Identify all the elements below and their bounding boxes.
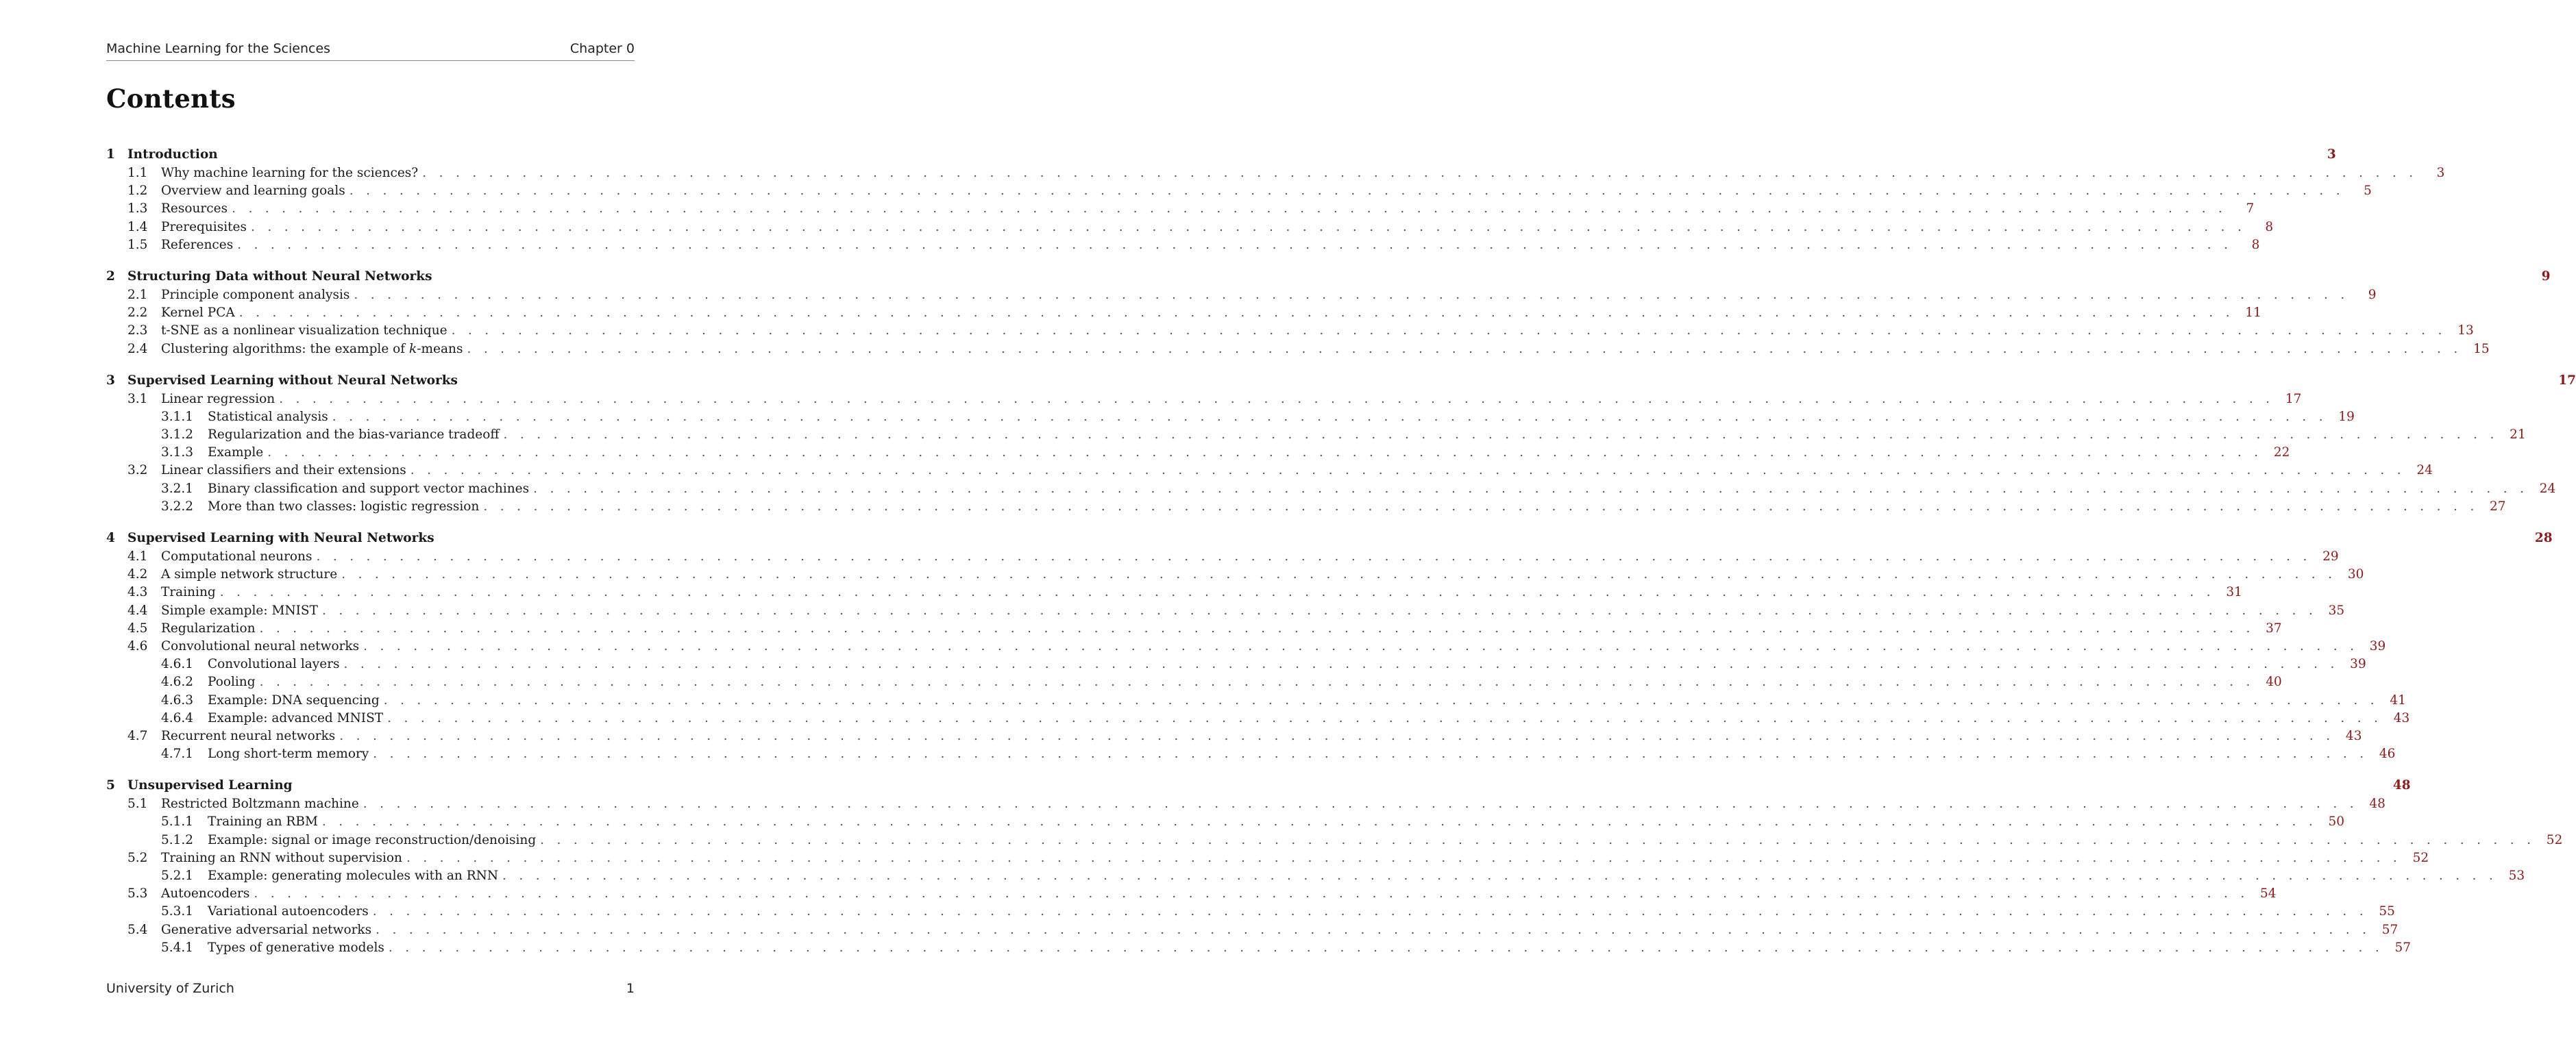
entry-number: 1.5 <box>127 237 148 252</box>
entry-page-link[interactable]: 24 <box>2539 481 2556 496</box>
entry-page-link[interactable]: 17 <box>2558 373 2576 388</box>
dot-leader <box>437 267 2523 286</box>
entry-title: Training <box>161 585 216 600</box>
entry-page-link[interactable]: 29 <box>2322 549 2339 564</box>
running-header <box>106 41 635 61</box>
toc-section-entry[interactable] <box>106 286 2377 304</box>
page-number: 1 <box>626 981 635 996</box>
entry-page-link[interactable]: 48 <box>2369 797 2385 812</box>
entry-title: Training an RNN without supervision <box>161 850 402 865</box>
entry-title: Kernel PCA <box>161 306 235 321</box>
toc-section-entry[interactable] <box>106 182 2372 200</box>
toc-section-entry[interactable] <box>106 638 2386 656</box>
entry-title: Convolutional layers <box>208 657 340 672</box>
dot-leader: . . . . . . . . . . . . . . . . . . . . . . . . . . . . . . . . . . . . . . . . . . . . . . . . . . . . . . . . . . . . . . . . . . . . . . . . . . . . . . . . . . . . . . . . . . . . . . . . . . . . . . . . . . . . . . . . . . . . . . . . <box>259 621 2255 636</box>
toc-chapter <box>106 529 2553 763</box>
entry-title: Generative adversarial networks <box>161 922 372 937</box>
entry-number: 5.3.1 <box>161 904 194 919</box>
toc-subsection-entry[interactable] <box>106 903 2395 921</box>
entry-title: Linear regression <box>161 391 275 406</box>
entry-number: 3.1.3 <box>161 445 194 460</box>
entry-number: 3.1.1 <box>161 409 194 424</box>
toc-subsection-entry[interactable] <box>106 426 2526 444</box>
entry-title: References <box>161 237 234 252</box>
dot-leader: . . . . . . . . . . . . . . . . . . . . . . . . . . . . . . . . . . . . . . . . . . . . . . . . . . . . . . . . . . . . . . . . . . . . . . . . . . . . . . . . . . . . . . . . . . . . . . . . . . . . . . . . . . . . . . . . . . . . . . . . <box>483 499 2479 514</box>
dot-leader <box>462 371 2549 390</box>
toc-subsection-entry[interactable] <box>106 832 2563 849</box>
toc-subsection-entry[interactable] <box>106 710 2410 727</box>
dot-leader: . . . . . . . . . . . . . . . . . . . . . . . . . . . . . . . . . . . . . . . . . . . . . . . . . . . . . . . . . . . . . . . . . . . . . . . . . . . . . . . . . . . . . . . . . . . . . . . . . . . . . . . . . . . . . . . . . . . . . . . . <box>387 710 2383 725</box>
dot-leader: . . . . . . . . . . . . . . . . . . . . . . . . . . . . . . . . . . . . . . . . . . . . . . . . . . . . . . . . . . . . . . . . . . . . . . . . . . . . . . . . . . . . . . . . . . . . . . . . . . . . . . . . . . . . . . . . . . . . . . . . <box>267 445 2263 460</box>
dot-leader: . . . . . . . . . . . . . . . . . . . . . . . . . . . . . . . . . . . . . . . . . . . . . . . . . . . . . . . . . . . . . . . . . . . . . . . . . . . . . . . . . . . . . . . . . . . . . . . . . . . . . . . . . . . . . . . . . . . . . . . . <box>467 341 2462 356</box>
entry-number: 4.6.1 <box>161 657 194 672</box>
dot-leader: . . . . . . . . . . . . . . . . . . . . . . . . . . . . . . . . . . . . . . . . . . . . . . . . . . . . . . . . . . . . . . . . . . . . . . . . . . . . . . . . . . . . . . . . . . . . . . . . . . . . . . . . . . . . . . . . . . . . . . . . <box>321 814 2318 830</box>
entry-page-link[interactable]: 48 <box>2392 778 2411 793</box>
dot-leader: . . . . . . . . . . . . . . . . . . . . . . . . . . . . . . . . . . . . . . . . . . . . . . . . . . . . . . . . . . . . . . . . . . . . . . . . . . . . . . . . . . . . . . . . . . . . . . . . . . . . . . . . . . . . . . . . . . . . . . . . <box>343 657 2339 672</box>
entry-page-link[interactable]: 7 <box>2246 201 2255 216</box>
entry-number: 4.6.2 <box>161 675 194 690</box>
toc-subsection-entry[interactable] <box>106 673 2282 691</box>
toc-chapter <box>106 776 2563 957</box>
entry-title: Binary classification and support vector machines <box>208 481 530 496</box>
entry-number: 4.1 <box>127 549 148 564</box>
entry-title: Why machine learning for the sciences? <box>161 166 419 180</box>
chapter-label: Chapter 0 <box>569 41 635 56</box>
toc-section-entry[interactable] <box>106 390 2302 408</box>
toc-subsection-entry[interactable] <box>106 408 2355 426</box>
dot-leader: . . . . . . . . . . . . . . . . . . . . . . . . . . . . . . . . . . . . . . . . . . . . . . . . . . . . . . . . . . . . . . . . . . . . . . . . . . . . . . . . . . . . . . . . . . . . . . . . . . . . . . . . . . . . . . . . . . . . . . . . <box>354 287 2349 302</box>
dot-leader: . . . . . . . . . . . . . . . . . . . . . . . . . . . . . . . . . . . . . . . . . . . . . . . . . . . . . . . . . . . . . . . . . . . . . . . . . . . . . . . . . . . . . . . . . . . . . . . . . . . . . . . . . . . . . . . . . . . . . . . . <box>316 549 2311 564</box>
entry-page-link[interactable]: 8 <box>2251 237 2260 252</box>
entry-page-link[interactable]: 52 <box>2546 832 2563 847</box>
entry-title: Unsupervised Learning <box>127 778 293 793</box>
entry-title: Linear classifiers and their extensions <box>161 463 406 478</box>
entry-title: Statistical analysis <box>208 409 328 424</box>
entry-page-link[interactable]: 3 <box>2436 166 2445 180</box>
entry-page-link[interactable]: 21 <box>2510 427 2526 443</box>
entry-number: 3.1.2 <box>161 427 194 443</box>
entry-number: 1 <box>106 147 115 162</box>
dot-leader: . . . . . . . . . . . . . . . . . . . . . . . . . . . . . . . . . . . . . . . . . . . . . . . . . . . . . . . . . . . . . . . . . . . . . . . . . . . . . . . . . . . . . . . . . . . . . . . . . . . . . . . . . . . . . . . . . . . . . . . . <box>533 481 2529 496</box>
dot-leader: . . . . . . . . . . . . . . . . . . . . . . . . . . . . . . . . . . . . . . . . . . . . . . . . . . . . . . . . . . . . . . . . . . . . . . . . . . . . . . . . . . . . . . . . . . . . . . . . . . . . . . . . . . . . . . . . . . . . . . . . <box>279 391 2274 406</box>
dot-leader <box>222 145 2309 164</box>
entry-title: Example: DNA sequencing <box>208 693 380 708</box>
entry-number: 4.2 <box>127 567 148 582</box>
toc-section-entry[interactable] <box>106 566 2364 584</box>
entry-title: Computational neurons <box>161 549 312 564</box>
dot-leader: . . . . . . . . . . . . . . . . . . . . . . . . . . . . . . . . . . . . . . . . . . . . . . . . . . . . . . . . . . . . . . . . . . . . . . . . . . . . . . . . . . . . . . . . . . . . . . . . . . . . . . . . . . . . . . . . . . . . . . . . <box>341 567 2337 582</box>
dot-leader: . . . . . . . . . . . . . . . . . . . . . . . . . . . . . . . . . . . . . . . . . . . . . . . . . . . . . . . . . . . . . . . . . . . . . . . . . . . . . . . . . . . . . . . . . . . . . . . . . . . . . . . . . . . . . . . . . . . . . . . . <box>503 427 2499 443</box>
entry-number: 5.4.1 <box>161 940 194 955</box>
entry-number: 4.6 <box>127 638 148 653</box>
dot-leader: . . . . . . . . . . . . . . . . . . . . . . . . . . . . . . . . . . . . . . . . . . . . . . . . . . . . . . . . . . . . . . . . . . . . . . . . . . . . . . . . . . . . . . . . . . . . . . . . . . . . . . . . . . . . . . . . . . . . . . . . <box>376 922 2371 937</box>
toc-chapter <box>106 371 2576 516</box>
entry-page-link[interactable]: 54 <box>2259 886 2277 901</box>
entry-page-link[interactable]: 43 <box>2345 728 2362 743</box>
entry-number: 5.1 <box>127 797 148 812</box>
entry-number: 5.3 <box>127 886 148 901</box>
toc-subsection-entry[interactable] <box>106 480 2556 498</box>
entry-page-link[interactable]: 57 <box>2381 922 2399 937</box>
entry-page-link[interactable]: 9 <box>2368 287 2377 302</box>
entry-page-link[interactable]: 43 <box>2393 710 2410 725</box>
entry-number: 5.2 <box>127 850 148 865</box>
entry-title: Overview and learning goals <box>161 184 345 199</box>
entry-title: t-SNE as a nonlinear visualization technique <box>161 323 447 338</box>
dot-leader: . . . . . . . . . . . . . . . . . . . . . . . . . . . . . . . . . . . . . . . . . . . . . . . . . . . . . . . . . . . . . . . . . . . . . . . . . . . . . . . . . . . . . . . . . . . . . . . . . . . . . . . . . . . . . . . . . . . . . . . . <box>388 940 2384 955</box>
entry-page-link[interactable]: 9 <box>2541 269 2551 284</box>
entry-title: Example: signal or image reconstruction/denoising <box>208 832 537 847</box>
entry-number: 3 <box>106 373 115 388</box>
entry-number: 2.3 <box>127 323 148 338</box>
entry-title: Structuring Data without Neural Networks <box>127 269 432 284</box>
entry-page-link[interactable]: 46 <box>2379 747 2396 762</box>
toc-chapter-heading[interactable] <box>106 145 2336 164</box>
toc-section-entry[interactable] <box>106 921 2399 939</box>
dot-leader: . . . . . . . . . . . . . . . . . . . . . . . . . . . . . . . . . . . . . . . . . . . . . . . . . . . . . . . . . . . . . . . . . . . . . . . . . . . . . . . . . . . . . . . . . . . . . . . . . . . . . . . . . . . . . . . . . . . . . . . . <box>502 869 2498 883</box>
entry-page-link[interactable]: 50 <box>2328 814 2345 830</box>
dot-leader: . . . . . . . . . . . . . . . . . . . . . . . . . . . . . . . . . . . . . . . . . . . . . . . . . . . . . . . . . . . . . . . . . . . . . . . . . . . . . . . . . . . . . . . . . . . . . . . . . . . . . . . . . . . . . . . . . . . . . . . . <box>237 237 2233 252</box>
entry-number: 5.1.1 <box>161 814 194 830</box>
entry-title: Introduction <box>127 147 218 162</box>
entry-title: Supervised Learning without Neural Networks <box>127 373 458 388</box>
toc-chapter-heading[interactable] <box>106 529 2553 548</box>
entry-title: Principle component analysis <box>161 287 350 302</box>
entry-number: 4.3 <box>127 585 148 600</box>
entry-number: 2.1 <box>127 287 148 302</box>
entry-title: Variational autoencoders <box>208 904 369 919</box>
entry-title: Autoencoders <box>161 886 250 901</box>
book-title: Machine Learning for the Sciences <box>106 41 331 56</box>
toc-section-entry[interactable] <box>106 727 2362 745</box>
entry-page-link[interactable]: 35 <box>2328 603 2345 618</box>
entry-page-link[interactable]: 52 <box>2412 850 2429 865</box>
entry-number: 1.4 <box>127 219 148 234</box>
page-title: Contents <box>106 84 236 114</box>
entry-page-link[interactable]: 17 <box>2285 391 2302 406</box>
entry-number: 1.1 <box>127 166 148 180</box>
dot-leader: . . . . . . . . . . . . . . . . . . . . . . . . . . . . . . . . . . . . . . . . . . . . . . . . . . . . . . . . . . . . . . . . . . . . . . . . . . . . . . . . . . . . . . . . . . . . . . . . . . . . . . . . . . . . . . . . . . . . . . . . <box>349 184 2344 199</box>
dot-leader: . . . . . . . . . . . . . . . . . . . . . . . . . . . . . . . . . . . . . . . . . . . . . . . . . . . . . . . . . . . . . . . . . . . . . . . . . . . . . . . . . . . . . . . . . . . . . . . . . . . . . . . . . . . . . . . . . . . . . . . . <box>372 904 2368 919</box>
entry-page-link[interactable]: 27 <box>2489 499 2506 514</box>
entry-title: Example: advanced MNIST <box>208 710 384 725</box>
entry-title: Regularization and the bias-variance tradeoff <box>208 427 500 443</box>
entry-number: 4 <box>106 531 115 545</box>
toc-chapter-heading[interactable] <box>106 371 2576 390</box>
entry-title: Recurrent neural networks <box>161 728 336 743</box>
toc-section-entry[interactable] <box>106 164 2445 182</box>
entry-page-link[interactable]: 11 <box>2245 306 2261 321</box>
toc-chapter-heading[interactable] <box>106 776 2411 795</box>
entry-number: 1.2 <box>127 184 148 199</box>
entry-number: 3.2.1 <box>161 481 194 496</box>
entry-number: 4.4 <box>127 603 148 618</box>
entry-title: Convolutional neural networks <box>161 638 360 653</box>
dot-leader: . . . . . . . . . . . . . . . . . . . . . . . . . . . . . . . . . . . . . . . . . . . . . . . . . . . . . . . . . . . . . . . . . . . . . . . . . . . . . . . . . . . . . . . . . . . . . . . . . . . . . . . . . . . . . . . . . . . . . . . . <box>339 728 2335 743</box>
toc-section-entry[interactable] <box>106 795 2385 813</box>
entry-title: Supervised Learning with Neural Networks <box>127 531 434 545</box>
dot-leader: . . . . . . . . . . . . . . . . . . . . . . . . . . . . . . . . . . . . . . . . . . . . . . . . . . . . . . . . . . . . . . . . . . . . . . . . . . . . . . . . . . . . . . . . . . . . . . . . . . . . . . . . . . . . . . . . . . . . . . . . <box>383 693 2379 708</box>
toc-section-entry[interactable] <box>106 849 2429 867</box>
toc-section-entry[interactable] <box>106 236 2260 254</box>
entry-number: 4.6.4 <box>161 710 194 725</box>
toc-subsection-entry[interactable] <box>106 692 2406 710</box>
entry-page-link[interactable]: 31 <box>2226 585 2242 600</box>
document-page <box>106 0 2576 1046</box>
entry-title: Example: generating molecules with an RNN <box>208 869 499 883</box>
entry-page-link[interactable]: 3 <box>2327 147 2336 162</box>
table-of-contents <box>106 145 2576 970</box>
dot-leader: . . . . . . . . . . . . . . . . . . . . . . . . . . . . . . . . . . . . . . . . . . . . . . . . . . . . . . . . . . . . . . . . . . . . . . . . . . . . . . . . . . . . . . . . . . . . . . . . . . . . . . . . . . . . . . . . . . . . . . . . <box>219 585 2215 600</box>
toc-chapter-heading[interactable] <box>106 267 2551 286</box>
entry-number: 4.7 <box>127 728 148 743</box>
entry-number: 5 <box>106 778 115 793</box>
toc-section-entry[interactable] <box>106 340 2490 358</box>
entry-page-link[interactable]: 37 <box>2266 621 2282 636</box>
toc-subsection-entry[interactable] <box>106 498 2506 516</box>
dot-leader: . . . . . . . . . . . . . . . . . . . . . . . . . . . . . . . . . . . . . . . . . . . . . . . . . . . . . . . . . . . . . . . . . . . . . . . . . . . . . . . . . . . . . . . . . . . . . . . . . . . . . . . . . . . . . . . . . . . . . . . . <box>254 886 2249 901</box>
entry-page-link[interactable]: 57 <box>2394 940 2412 955</box>
toc-section-entry[interactable] <box>106 304 2261 322</box>
entry-page-link[interactable]: 5 <box>2364 184 2372 199</box>
toc-chapter <box>106 267 2551 358</box>
entry-page-link[interactable]: 40 <box>2266 675 2282 690</box>
entry-page-link[interactable]: 39 <box>2369 638 2386 653</box>
entry-number: 4.5 <box>127 621 148 636</box>
entry-number: 4.7.1 <box>161 747 194 762</box>
dot-leader: . . . . . . . . . . . . . . . . . . . . . . . . . . . . . . . . . . . . . . . . . . . . . . . . . . . . . . . . . . . . . . . . . . . . . . . . . . . . . . . . . . . . . . . . . . . . . . . . . . . . . . . . . . . . . . . . . . . . . . . . <box>238 306 2234 321</box>
entry-page-link[interactable]: 55 <box>2379 904 2395 919</box>
toc-subsection-entry[interactable] <box>106 656 2366 673</box>
dot-leader <box>439 529 2525 548</box>
entry-number: 5.2.1 <box>161 869 194 883</box>
toc-section-entry[interactable] <box>106 620 2282 638</box>
toc-section-entry[interactable] <box>106 322 2474 340</box>
entry-title: Prerequisites <box>161 219 247 234</box>
dot-leader: . . . . . . . . . . . . . . . . . . . . . . . . . . . . . . . . . . . . . . . . . . . . . . . . . . . . . . . . . . . . . . . . . . . . . . . . . . . . . . . . . . . . . . . . . . . . . . . . . . . . . . . . . . . . . . . . . . . . . . . . <box>259 675 2255 690</box>
entry-number: 2.2 <box>127 306 148 321</box>
entry-title: Clustering algorithms: the example of k-means <box>161 341 463 356</box>
entry-title: Simple example: MNIST <box>161 603 318 618</box>
toc-subsection-entry[interactable] <box>106 444 2290 462</box>
dot-leader: . . . . . . . . . . . . . . . . . . . . . . . . . . . . . . . . . . . . . . . . . . . . . . . . . . . . . . . . . . . . . . . . . . . . . . . . . . . . . . . . . . . . . . . . . . . . . . . . . . . . . . . . . . . . . . . . . . . . . . . . <box>332 409 2327 424</box>
entry-page-link[interactable]: 41 <box>2390 693 2406 708</box>
entry-number: 2 <box>106 269 115 284</box>
dot-leader: . . . . . . . . . . . . . . . . . . . . . . . . . . . . . . . . . . . . . . . . . . . . . . . . . . . . . . . . . . . . . . . . . . . . . . . . . . . . . . . . . . . . . . . . . . . . . . . . . . . . . . . . . . . . . . . . . . . . . . . . <box>451 323 2446 338</box>
toc-section-entry[interactable] <box>106 548 2339 566</box>
entry-title: Long short-term memory <box>208 747 369 762</box>
toc-subsection-entry[interactable] <box>106 939 2412 957</box>
dot-leader: . . . . . . . . . . . . . . . . . . . . . . . . . . . . . . . . . . . . . . . . . . . . . . . . . . . . . . . . . . . . . . . . . . . . . . . . . . . . . . . . . . . . . . . . . . . . . . . . . . . . . . . . . . . . . . . . . . . . . . . . <box>406 850 2402 865</box>
toc-chapter <box>106 145 2445 254</box>
entry-title: Training an RBM <box>208 814 318 830</box>
entry-page-link[interactable]: 53 <box>2508 869 2525 883</box>
toc-section-entry[interactable] <box>106 584 2242 601</box>
entry-page-link[interactable]: 19 <box>2338 409 2355 424</box>
dot-leader <box>297 776 2383 795</box>
entry-page-link[interactable]: 39 <box>2350 657 2366 672</box>
entry-page-link[interactable]: 30 <box>2347 567 2364 582</box>
entry-number: 5.1.2 <box>161 832 194 847</box>
entry-number: 1.3 <box>127 201 148 216</box>
entry-number: 2.4 <box>127 341 148 356</box>
dot-leader: . . . . . . . . . . . . . . . . . . . . . . . . . . . . . . . . . . . . . . . . . . . . . . . . . . . . . . . . . . . . . . . . . . . . . . . . . . . . . . . . . . . . . . . . . . . . . . . . . . . . . . . . . . . . . . . . . . . . . . . . <box>410 463 2405 478</box>
entry-page-link[interactable]: 24 <box>2416 463 2433 478</box>
dot-leader: . . . . . . . . . . . . . . . . . . . . . . . . . . . . . . . . . . . . . . . . . . . . . . . . . . . . . . . . . . . . . . . . . . . . . . . . . . . . . . . . . . . . . . . . . . . . . . . . . . . . . . . . . . . . . . . . . . . . . . . . <box>363 797 2358 812</box>
entry-number: 5.4 <box>127 922 148 937</box>
entry-page-link[interactable]: 8 <box>2265 219 2274 234</box>
dot-leader: . . . . . . . . . . . . . . . . . . . . . . . . . . . . . . . . . . . . . . . . . . . . . . . . . . . . . . . . . . . . . . . . . . . . . . . . . . . . . . . . . . . . . . . . . . . . . . . . . . . . . . . . . . . . . . . . . . . . . . . . <box>540 832 2536 847</box>
entry-page-link[interactable]: 15 <box>2473 341 2490 356</box>
entry-page-link[interactable]: 13 <box>2457 323 2474 338</box>
toc-section-entry[interactable] <box>106 885 2277 903</box>
toc-section-entry[interactable] <box>106 602 2345 620</box>
entry-title: More than two classes: logistic regression <box>208 499 480 514</box>
toc-subsection-entry[interactable] <box>106 867 2525 885</box>
entry-title: Example <box>208 445 264 460</box>
dot-leader: . . . . . . . . . . . . . . . . . . . . . . . . . . . . . . . . . . . . . . . . . . . . . . . . . . . . . . . . . . . . . . . . . . . . . . . . . . . . . . . . . . . . . . . . . . . . . . . . . . . . . . . . . . . . . . . . . . . . . . . . <box>321 603 2318 618</box>
entry-title: Resources <box>161 201 228 216</box>
dot-leader: . . . . . . . . . . . . . . . . . . . . . . . . . . . . . . . . . . . . . . . . . . . . . . . . . . . . . . . . . . . . . . . . . . . . . . . . . . . . . . . . . . . . . . . . . . . . . . . . . . . . . . . . . . . . . . . . . . . . . . . . <box>251 219 2246 234</box>
dot-leader: . . . . . . . . . . . . . . . . . . . . . . . . . . . . . . . . . . . . . . . . . . . . . . . . . . . . . . . . . . . . . . . . . . . . . . . . . . . . . . . . . . . . . . . . . . . . . . . . . . . . . . . . . . . . . . . . . . . . . . . . <box>373 747 2368 762</box>
entry-number: 4.6.3 <box>161 693 194 708</box>
dot-leader: . . . . . . . . . . . . . . . . . . . . . . . . . . . . . . . . . . . . . . . . . . . . . . . . . . . . . . . . . . . . . . . . . . . . . . . . . . . . . . . . . . . . . . . . . . . . . . . . . . . . . . . . . . . . . . . . . . . . . . . . <box>422 166 2418 180</box>
institution: University of Zurich <box>106 981 234 996</box>
toc-subsection-entry[interactable] <box>106 813 2345 831</box>
toc-section-entry[interactable] <box>106 200 2255 218</box>
toc-section-entry[interactable] <box>106 219 2274 236</box>
entry-page-link[interactable]: 22 <box>2273 445 2290 460</box>
toc-section-entry[interactable] <box>106 462 2433 480</box>
entry-number: 3.2.2 <box>161 499 194 514</box>
dot-leader: . . . . . . . . . . . . . . . . . . . . . . . . . . . . . . . . . . . . . . . . . . . . . . . . . . . . . . . . . . . . . . . . . . . . . . . . . . . . . . . . . . . . . . . . . . . . . . . . . . . . . . . . . . . . . . . . . . . . . . . . <box>232 201 2227 216</box>
toc-subsection-entry[interactable] <box>106 745 2396 763</box>
entry-number: 3.1 <box>127 391 148 406</box>
entry-page-link[interactable]: 28 <box>2534 531 2553 545</box>
entry-title: Restricted Boltzmann machine <box>161 797 359 812</box>
entry-title: Pooling <box>208 675 256 690</box>
dot-leader: . . . . . . . . . . . . . . . . . . . . . . . . . . . . . . . . . . . . . . . . . . . . . . . . . . . . . . . . . . . . . . . . . . . . . . . . . . . . . . . . . . . . . . . . . . . . . . . . . . . . . . . . . . . . . . . . . . . . . . . . <box>363 638 2359 653</box>
entry-number: 3.2 <box>127 463 148 478</box>
entry-title: Regularization <box>161 621 256 636</box>
entry-title: Types of generative models <box>208 940 384 955</box>
entry-title: A simple network structure <box>161 567 338 582</box>
